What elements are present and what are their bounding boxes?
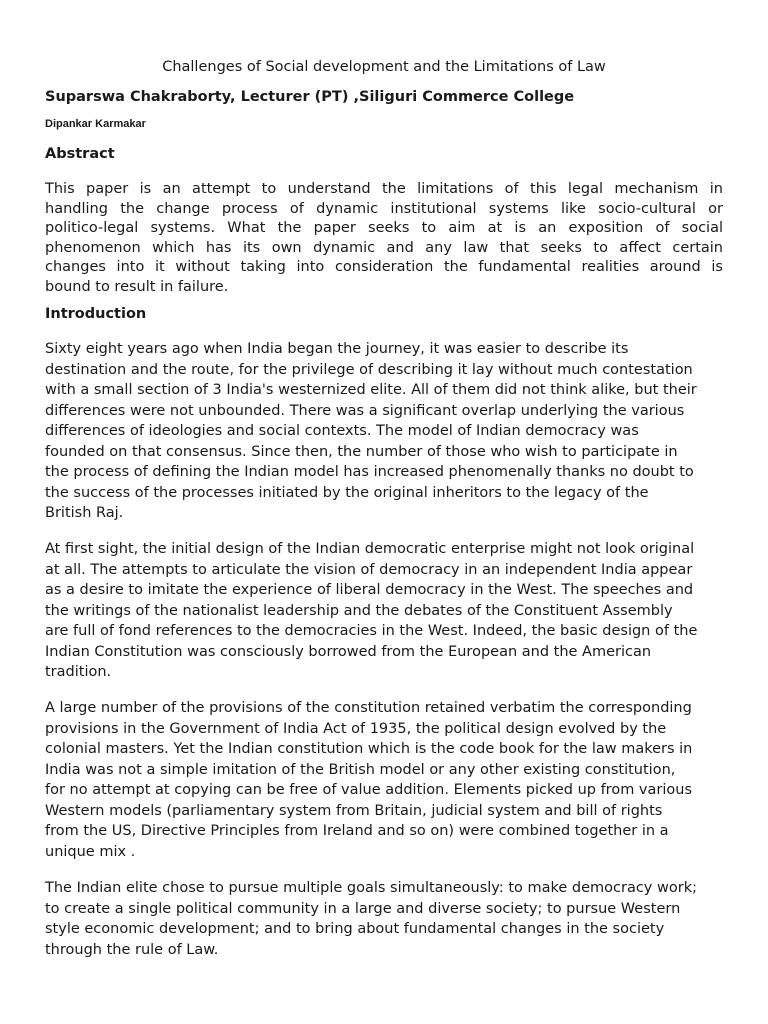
intro-line: the writings of the nationalist leadership and the debates of the Constituent Assembly	[45, 602, 673, 619]
intro-line: style economic development; and to bring about fundamental changes in the society	[45, 921, 665, 937]
introduction-heading: Introduction	[45, 306, 147, 322]
abstract-line: handling the change process of dynamic institutional systems like socio-cultural or	[45, 200, 723, 217]
intro-line: from the US, Directive Principles from Ireland and so on) were combined together in a	[45, 823, 669, 839]
intro-paragraph-1	[45, 339, 723, 524]
intro-line: tradition.	[45, 664, 112, 680]
intro-line: Sixty eight years ago when India began the journey, it was easier to describe its	[45, 341, 629, 357]
intro-line: the success of the processes initiated by the original inheritors to the legacy of the	[45, 484, 649, 501]
intro-line: A large number of the provisions of the constitution retained verbatim the corresponding	[45, 700, 692, 716]
intro-line: through the rule of Law.	[45, 941, 219, 958]
intro-line: India was not a simple imitation of the British model or any other existing constitution,	[45, 761, 676, 778]
intro-line: for no attempt at copying can be free of value addition. Elements picked up from various	[45, 782, 693, 798]
author-line: Suparswa Chakraborty, Lecturer (PT) ,Siliguri Commerce College	[45, 89, 575, 105]
intro-line: Indian Constitution was consciously borrowed from the European and the American	[45, 643, 652, 660]
intro-line: founded on that consensus. Since then, the number of those who wish to participate in	[45, 443, 678, 460]
intro-line: The Indian elite chose to pursue multiple goals simultaneously: to make democracy work;	[45, 880, 697, 896]
abstract-line: This paper is an attempt to understand the limitations of this legal mechanism in	[45, 181, 723, 197]
intro-line: provisions in the Government of India Act of 1935, the political design evolved by the	[45, 720, 667, 737]
paper-title: Challenges of Social development and the Limitations of Law	[162, 59, 606, 75]
abstract-line: bound to result in failure.	[45, 278, 229, 295]
intro-line: colonial masters. Yet the Indian constitution which is the code book for the law makers in	[45, 741, 693, 757]
intro-line: the process of defining the Indian model has increased phenomenally thanks no doubt to	[45, 464, 694, 480]
abstract-line: changes into it without taking into consideration the fundamental realities around is	[45, 259, 723, 275]
intro-line: Western models (parliamentary system from Britain, judicial system and bill of rights	[45, 802, 663, 819]
intro-line: with a small section of 3 India's westernized elite. All of them did not think alike, but their	[45, 382, 697, 398]
abstract-line: phenomenon which has its own dynamic and any law that seeks to affect certain	[45, 239, 723, 256]
abstract-heading: Abstract	[45, 146, 115, 162]
coauthor-name: Dipankar Karmakar	[45, 118, 146, 130]
intro-line: unique mix .	[45, 843, 136, 860]
intro-paragraph-3	[45, 698, 723, 862]
abstract-paragraph	[45, 180, 723, 297]
intro-line: are full of fond references to the democracies in the West. Indeed, the basic design of the	[45, 623, 698, 639]
intro-line: At first sight, the initial design of the Indian democratic enterprise might not look original	[45, 541, 695, 557]
intro-line: to create a single political community in a large and diverse society; to pursue Western	[45, 900, 681, 917]
intro-paragraph-2	[45, 539, 723, 683]
intro-line: at all. The attempts to articulate the vision of democracy in an independent India appear	[45, 561, 693, 578]
intro-line: differences of ideologies and social contexts. The model of Indian democracy was	[45, 423, 639, 439]
intro-line: destination and the route, for the privilege of describing it lay without much contestation	[45, 361, 693, 378]
intro-line: British Raj.	[45, 505, 124, 521]
abstract-line: politico-legal systems. What the paper seeks to aim at is an exposition of social	[45, 220, 723, 236]
intro-paragraph-4	[45, 878, 723, 960]
intro-line: as a desire to imitate the experience of liberal democracy in the West. The speeches and	[45, 582, 694, 598]
intro-line: differences were not unbounded. There was a significant overlap underlying the various	[45, 402, 685, 419]
